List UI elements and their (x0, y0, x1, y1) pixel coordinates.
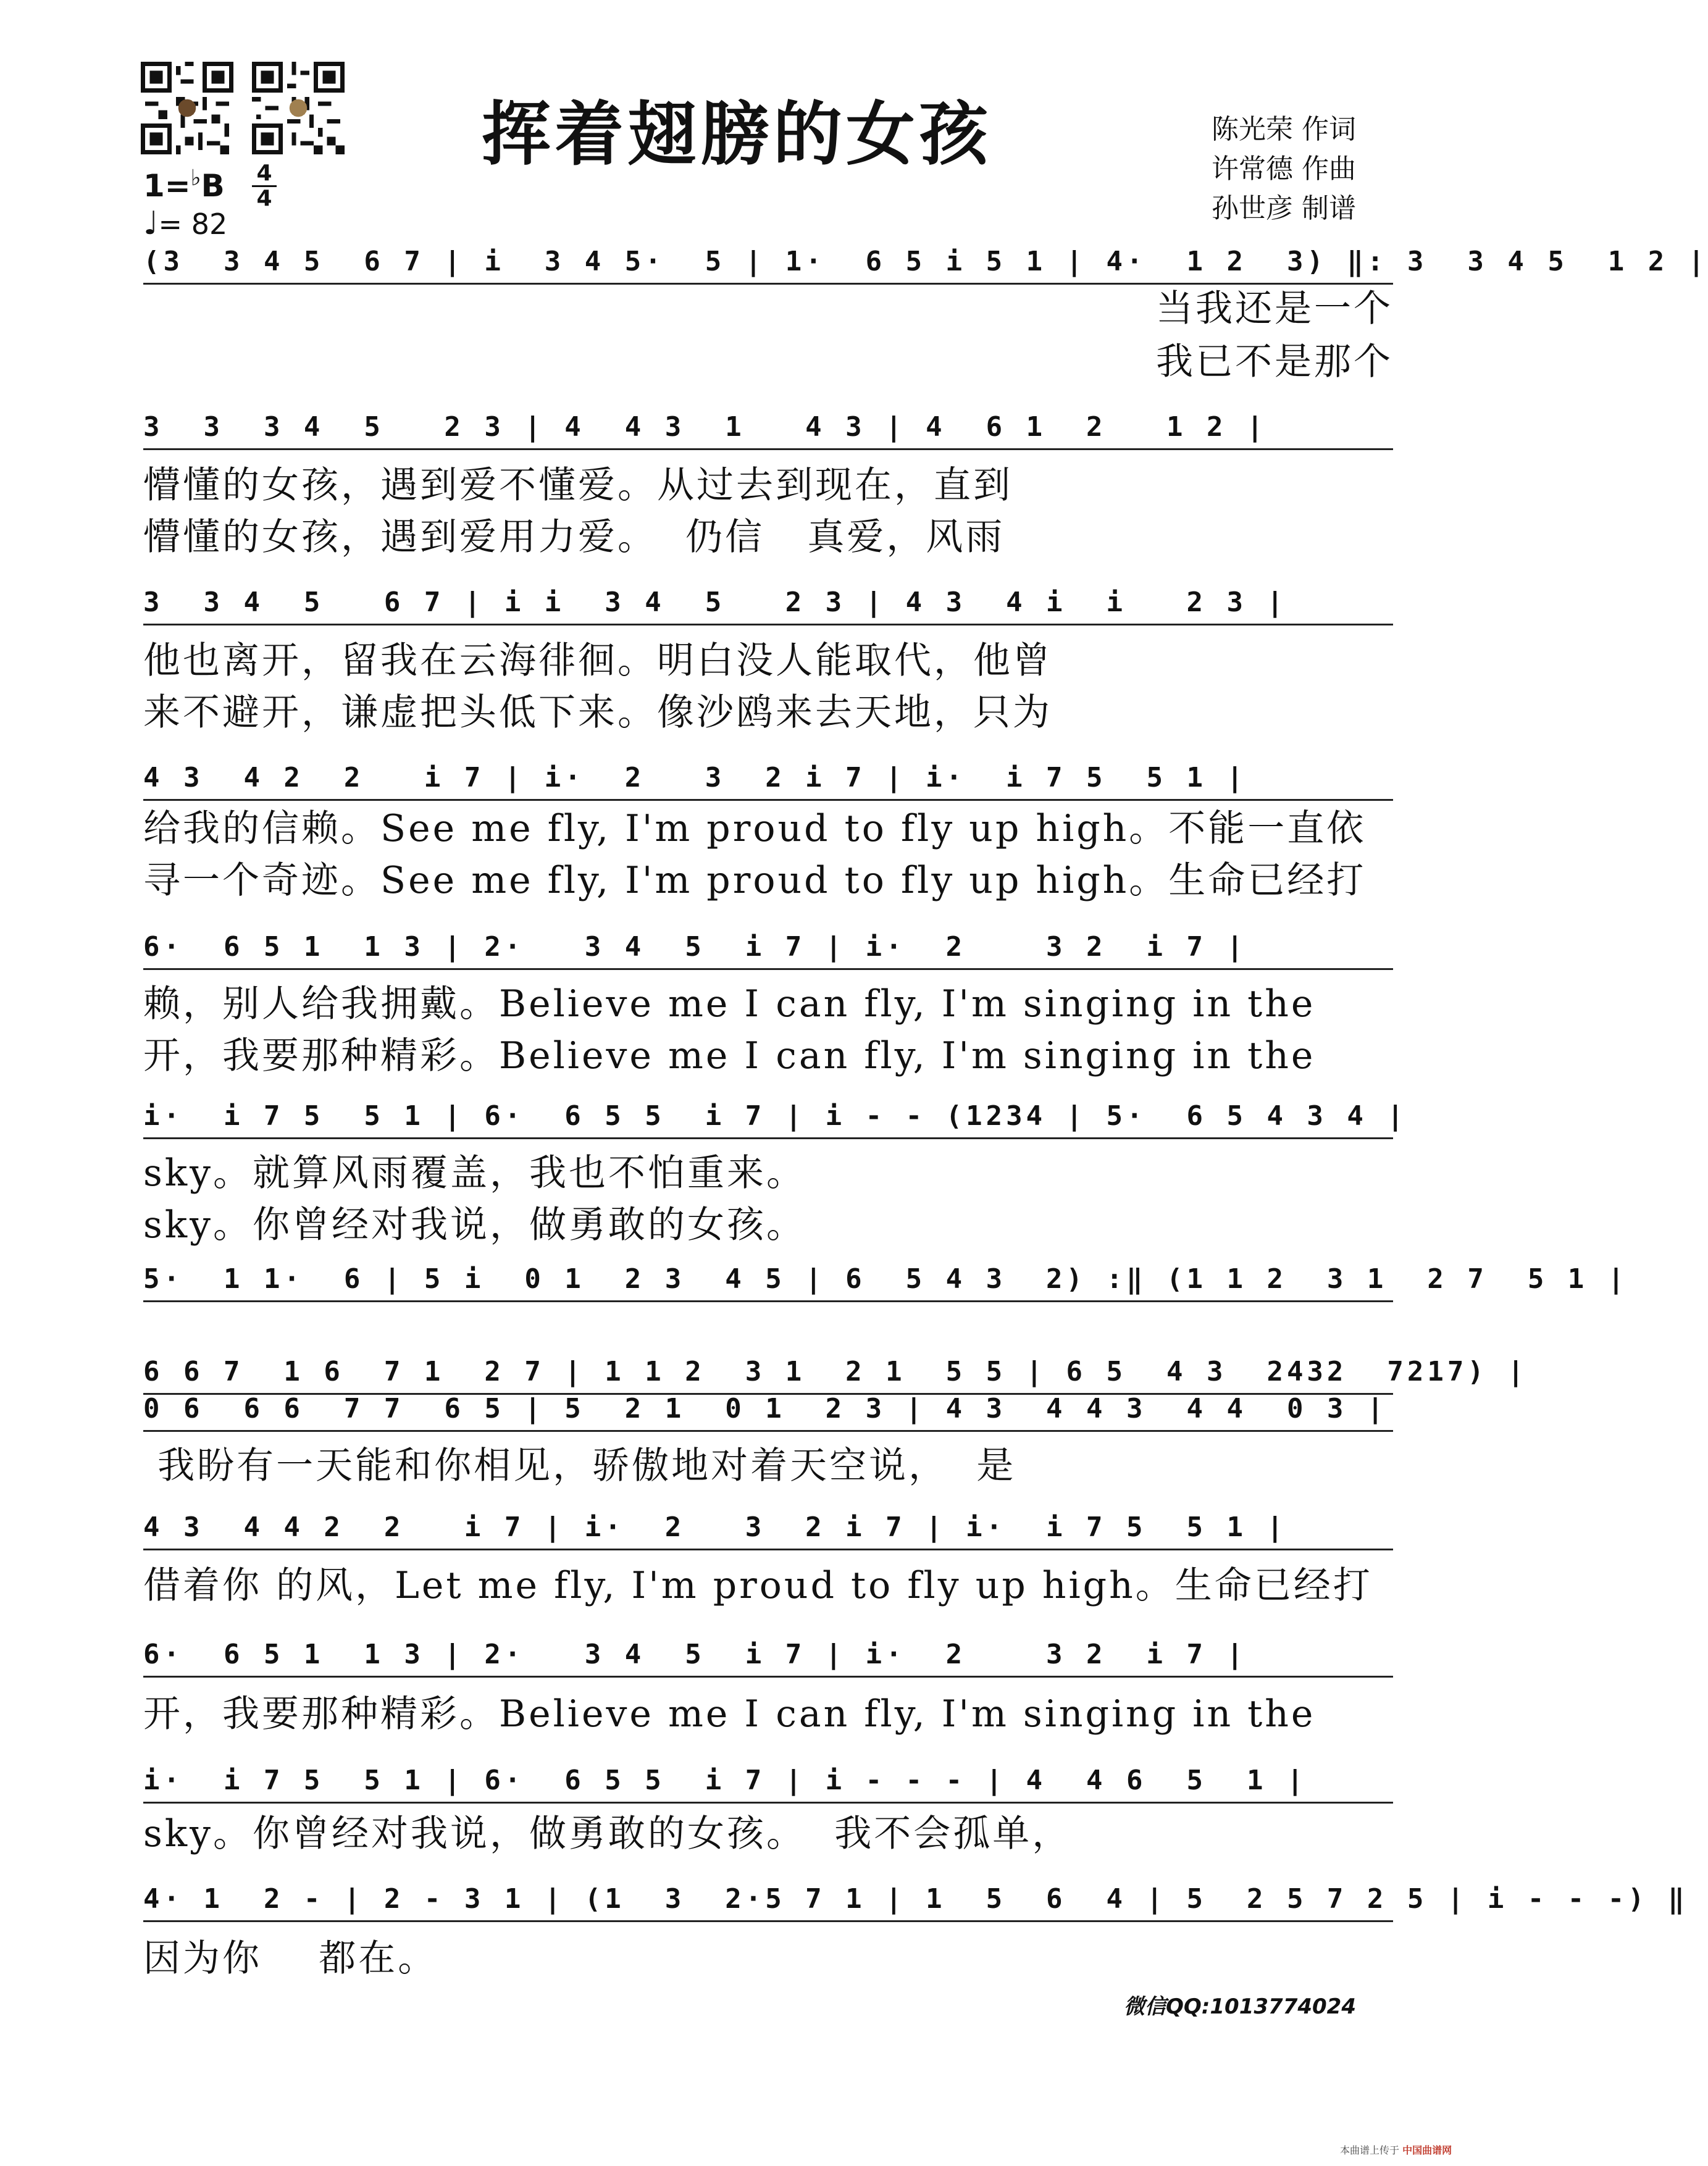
lyric-line: 我已不是那个 (1156, 340, 1393, 383)
lyric-line: sky。就算风雨覆盖，我也不怕重来。 (143, 1152, 806, 1195)
notation-line: 3 3 4 5 6 7 | i i 3 4 5 2 3 | 4 3 4 i i 2 3 | (143, 580, 1393, 625)
notation-line: 3 3 3 4 5 2 3 | 4 4 3 1 4 3 | 4 6 1 2 1 2 | (143, 405, 1393, 450)
flat-sign: ♭ (190, 165, 201, 191)
uploader-site-logo: 中国曲谱网 (1402, 2144, 1452, 2156)
song-title: 挥着翅膀的女孩 (482, 94, 992, 175)
notation-line: 0 6 6 6 7 7 6 5 | 5 2 1 0 1 2 3 | 4 3 4 4 3 4 4 0 3 | (143, 1387, 1393, 1432)
lyric-line: 借着你 的风，Let me fly, I'm proud to fly up high。生命已经打 (143, 1564, 1373, 1607)
notation-line: 6· 6 5 1 1 3 | 2· 3 4 5 i 7 | i· 2 3 2 i 7 | (143, 1633, 1393, 1678)
notation-line: 6· 6 5 1 1 3 | 2· 3 4 5 i 7 | i· 2 3 2 i 7 | (143, 925, 1393, 970)
notation-line: (3 3 4 5 6 7 | i 3 4 5· 5 | 1· 6 5 i 5 1 | 4· 1 2 3) ‖: 3 3 4 5 1 2 | (143, 240, 1393, 285)
notation-line: 5· 1 1· 6 | 5 i 0 1 2 3 4 5 | 6 5 4 3 2) :‖ (1 1 2 3 1 2 7 5 1 | (143, 1257, 1393, 1302)
time-signature (252, 162, 277, 211)
notation-line: 4· 1 2 - | 2 - 3 1 | (1 3 2·5 7 1 | 1 5 6 4 | 5 2 5 7 2 5 | i - - -) ‖ (143, 1877, 1393, 1922)
lyric-line: 他也离开，留我在云海徘徊。明白没人能取代，他曾 (143, 639, 1052, 682)
lyric-line: sky。你曾经对我说，做勇敢的女孩。 (143, 1203, 806, 1247)
notation-line: 4 3 4 2 2 i 7 | i· 2 3 2 i 7 | i· i 7 5 5 1 | (143, 756, 1393, 801)
notation-line: i· i 7 5 5 1 | 6· 6 5 5 i 7 | i - - - | 4 4 6 5 1 | (143, 1758, 1393, 1804)
quarter-note-icon: ♩ (143, 205, 159, 242)
lyric-line: sky。你曾经对我说，做勇敢的女孩。 我不会孤单， (143, 1812, 1072, 1855)
key-signature (143, 165, 225, 204)
lyric-line: 开，我要那种精彩。Believe me I can fly, I'm singing in the (143, 1034, 1316, 1077)
lyric-line: 当我还是一个 (1156, 287, 1393, 330)
arranger-credit: 孙世彦 制谱 (1212, 193, 1356, 224)
lyric-line: 赖，别人给我拥戴。Believe me I can fly, I'm singing in the (143, 982, 1316, 1026)
lyric-line: 懵懂的女孩，遇到爱不懂爱。从过去到现在，直到 (143, 464, 1013, 507)
uploader-note (1340, 2143, 1452, 2157)
uploader-prefix: 本曲谱上传于 (1340, 2144, 1400, 2156)
lyric-line: 因为你 都在。 (143, 1937, 438, 1980)
tempo-marking (143, 205, 227, 242)
lyric-line: 开，我要那种精彩。Believe me I can fly, I'm singing in the (143, 1692, 1316, 1736)
qr-code-left (141, 62, 233, 154)
key-note: B (201, 168, 225, 204)
tempo-value: = 82 (158, 207, 228, 241)
key-prefix: 1= (143, 168, 191, 204)
composer-credit: 许常德 作曲 (1212, 153, 1356, 185)
time-signature-bottom: 4 (256, 186, 272, 211)
notation-line: 6 6 7 1 6 7 1 2 7 | 1 1 2 3 1 2 1 5 5 | 6 5 4 3 2432 7217) | (143, 1350, 1393, 1395)
lyric-line: 来不避开，谦虚把头低下来。像沙鸥来去天地，只为 (143, 691, 1052, 734)
lyricist-credit: 陈光荣 作词 (1212, 114, 1356, 145)
notation-line: i· i 7 5 5 1 | 6· 6 5 5 i 7 | i - - (1234 | 5· 6 5 4 3 4 | (143, 1094, 1393, 1139)
contact-watermark: 微信QQ:1013774024 (1124, 1994, 1356, 2019)
lyric-line: 给我的信赖。See me fly, I'm proud to fly up high。不能一直依 (143, 807, 1367, 850)
lyric-line: 我盼有一天能和你相见，骄傲地对着天空说， 是 (143, 1444, 1016, 1487)
lyric-line: 懵懂的女孩，遇到爱用力爱。 仍信 真爱，风雨 (143, 516, 1005, 559)
time-signature-top: 4 (252, 162, 277, 187)
credits (1212, 110, 1356, 228)
lyric-line: 寻一个奇迹。See me fly, I'm proud to fly up high。生命已经打 (143, 859, 1367, 902)
qr-code-right (252, 62, 345, 154)
notation-line: 4 3 4 4 2 2 i 7 | i· 2 3 2 i 7 | i· i 7 5 5 1 | (143, 1505, 1393, 1550)
